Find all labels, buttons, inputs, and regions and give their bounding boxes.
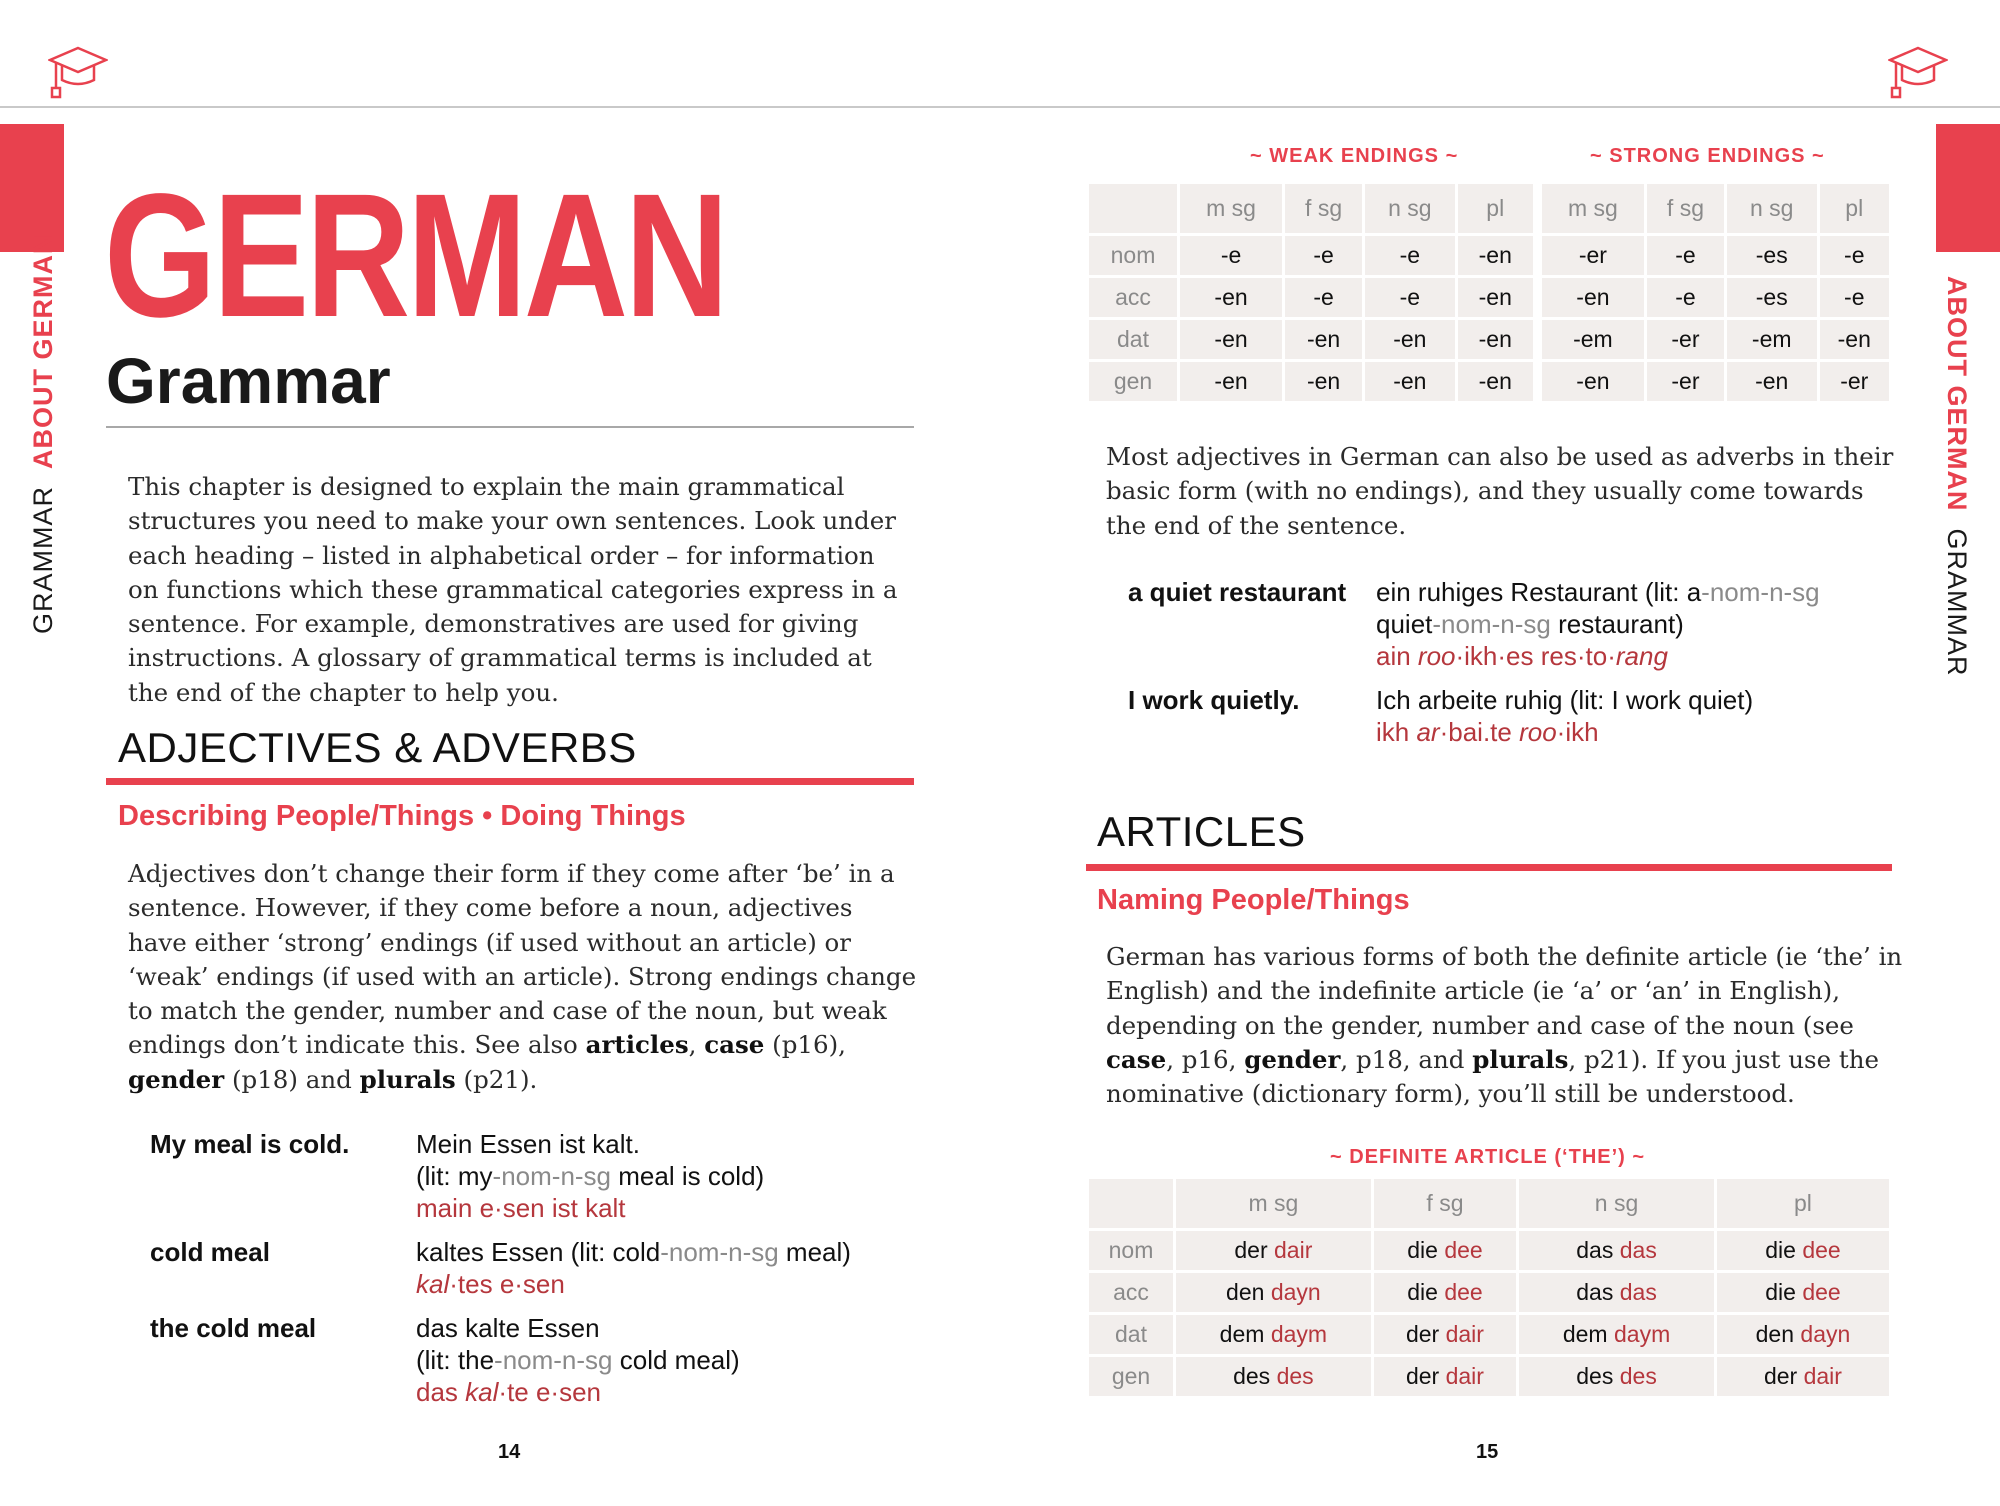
- table-cell: -em: [1542, 320, 1644, 359]
- ref-gender: gender: [1244, 1044, 1341, 1074]
- table-cell: -en: [1180, 362, 1282, 401]
- section-rule: [1086, 864, 1892, 871]
- example-row: [150, 1128, 910, 1224]
- table-cell: -en: [1727, 362, 1817, 401]
- pronunciation: dee: [1444, 1279, 1483, 1305]
- table-cell: -en: [1542, 362, 1644, 401]
- table-cell: -e: [1365, 278, 1455, 317]
- column-header: n sg: [1365, 184, 1455, 233]
- pronunciation: ikh ar·bai.te roo·ikh: [1376, 717, 1599, 747]
- side-section: ABOUT GERMAN: [28, 233, 58, 469]
- table-cell: [1717, 1315, 1889, 1354]
- header-rule: [0, 106, 2000, 108]
- table-cell: -em: [1727, 320, 1817, 359]
- ref-plurals: plurals: [1472, 1044, 1569, 1074]
- table-row: [1089, 1273, 1889, 1312]
- strong-endings-caption: ~ STRONG ENDINGS ~: [1590, 145, 1825, 167]
- example-german: Mein Essen ist kalt. (lit: my-nom-n-sg meal is cold) main e·sen ist kalt: [416, 1129, 765, 1223]
- table-cell: -e: [1180, 236, 1282, 275]
- pronunciation: dair: [1803, 1363, 1842, 1389]
- example-list: [150, 1128, 910, 1408]
- table-cell: -e: [1647, 278, 1724, 317]
- column-header: m sg: [1542, 184, 1644, 233]
- table-cell: -en: [1458, 278, 1539, 317]
- table-header-row: [1089, 184, 1889, 233]
- table-cell: -en: [1180, 278, 1282, 317]
- row-header: gen: [1089, 1357, 1173, 1396]
- table-cell: [1374, 1273, 1516, 1312]
- table-cell: -en: [1542, 278, 1644, 317]
- table-cell: -en: [1365, 320, 1455, 359]
- table-cell: [1176, 1273, 1371, 1312]
- pronunciation: das kal·te e·sen: [416, 1377, 602, 1407]
- table-cell: -e: [1820, 278, 1889, 317]
- example-english: the cold meal: [150, 1313, 317, 1343]
- side-category: GRAMMAR: [28, 486, 58, 634]
- page-title: GERMAN: [104, 158, 726, 354]
- table-cell: -er: [1542, 236, 1644, 275]
- example-german: das kalte Essen (lit: the-nom-n-sg cold meal) das kal·te e·sen: [416, 1313, 740, 1407]
- table-cell: [1176, 1231, 1371, 1270]
- row-header: nom: [1089, 236, 1177, 275]
- page-subtitle: Grammar: [106, 345, 391, 417]
- column-header: m sg: [1176, 1179, 1371, 1228]
- pronunciation: dee: [1802, 1237, 1841, 1263]
- graduation-cap-icon: [48, 40, 108, 100]
- pronunciation: dair: [1274, 1237, 1313, 1263]
- table-cell: -er: [1647, 362, 1724, 401]
- column-header: f sg: [1647, 184, 1724, 233]
- pronunciation: main e·sen ist kalt: [416, 1193, 626, 1223]
- ref-case: case: [1106, 1044, 1167, 1074]
- endings-table: [1086, 181, 1892, 404]
- article-word: der: [1763, 1363, 1798, 1389]
- example-english: I work quietly.: [1128, 685, 1300, 715]
- ref-gender: gender: [128, 1064, 225, 1094]
- table-cell: -en: [1458, 320, 1539, 359]
- column-header: pl: [1458, 184, 1539, 233]
- table-cell: -en: [1285, 320, 1362, 359]
- article-word: die: [1765, 1237, 1796, 1263]
- pronunciation: das: [1619, 1237, 1657, 1263]
- table-corner: [1089, 1179, 1173, 1228]
- section-rule: [106, 778, 914, 785]
- article-word: die: [1765, 1279, 1796, 1305]
- example-english: My meal is cold.: [150, 1129, 350, 1159]
- pronunciation: ain roo·ikh·es res·to·rang: [1376, 641, 1668, 671]
- table-cell: -es: [1727, 278, 1817, 317]
- table-cell: -e: [1285, 236, 1362, 275]
- row-header: nom: [1089, 1231, 1173, 1270]
- article-word: den: [1226, 1279, 1265, 1305]
- table-cell: -en: [1458, 362, 1539, 401]
- pronunciation: kal·tes e·sen: [416, 1269, 565, 1299]
- article-word: die: [1407, 1237, 1438, 1263]
- table-row: [1089, 320, 1889, 359]
- column-header: pl: [1717, 1179, 1889, 1228]
- section-heading: ARTICLES: [1097, 808, 1306, 855]
- table-cell: -e: [1820, 236, 1889, 275]
- pronunciation: des: [1619, 1363, 1657, 1389]
- table-cell: [1717, 1357, 1889, 1396]
- table-row: [1089, 362, 1889, 401]
- table-cell: [1519, 1273, 1714, 1312]
- ref-case: case: [704, 1030, 765, 1060]
- article-word: des: [1576, 1363, 1614, 1389]
- example-row: [150, 1236, 910, 1300]
- table-header-row: [1089, 1179, 1889, 1228]
- graduation-cap-icon: [1888, 40, 1948, 100]
- table-cell: -en: [1285, 362, 1362, 401]
- table-cell: -e: [1365, 236, 1455, 275]
- pronunciation: dayn: [1800, 1321, 1851, 1347]
- table-cell: -e: [1285, 278, 1362, 317]
- example-german: Ich arbeite ruhig (lit: I work quiet) ikh ar·bai.te roo·ikh: [1376, 685, 1754, 747]
- side-section: ABOUT GERMAN: [1942, 276, 1972, 512]
- page-number: 14: [498, 1441, 521, 1463]
- table-cell: -en: [1820, 320, 1889, 359]
- articles-paragraph: German has various forms of both the definite article (ie ‘the’ in English) and the indefinite article (ie ‘a’ or ‘an’ in English), depending on the gender, number and case of the noun (see case, p16, gender, p18, and plurals, p21). If you just use the nominative (dictionary form), you’ll still be understood.: [1106, 942, 1903, 1109]
- pronunciation: des: [1276, 1363, 1314, 1389]
- table-cell: -en: [1365, 362, 1455, 401]
- table-cell: [1374, 1357, 1516, 1396]
- article-word: des: [1233, 1363, 1271, 1389]
- left-side-label: [28, 233, 59, 634]
- page-number: 15: [1476, 1441, 1499, 1463]
- column-header: m sg: [1180, 184, 1282, 233]
- adverb-paragraph: Most adjectives in German can also be used as adverbs in their basic form (with no endings), and they usually come towards the end of the sentence.: [1106, 442, 1894, 540]
- pronunciation: dayn: [1270, 1279, 1321, 1305]
- article-word: dem: [1219, 1321, 1265, 1347]
- row-header: acc: [1089, 1273, 1173, 1312]
- table-cell: -es: [1727, 236, 1817, 275]
- pronunciation: daym: [1613, 1321, 1671, 1347]
- table-cell: [1717, 1273, 1889, 1312]
- example-row: [150, 1312, 910, 1408]
- table-cell: -en: [1180, 320, 1282, 359]
- row-header: acc: [1089, 278, 1177, 317]
- example-german: kaltes Essen (lit: cold-nom-n-sg meal) kal·tes e·sen: [416, 1237, 851, 1299]
- table-cell: -er: [1647, 320, 1724, 359]
- section-subheading: Naming People/Things: [1097, 884, 1410, 916]
- article-word: der: [1405, 1321, 1440, 1347]
- table-row: [1089, 1231, 1889, 1270]
- table-cell: [1374, 1315, 1516, 1354]
- table-cell: [1519, 1315, 1714, 1354]
- table-row: [1089, 1315, 1889, 1354]
- table-row: [1089, 236, 1889, 275]
- article-word: dem: [1562, 1321, 1608, 1347]
- table-cell: -en: [1458, 236, 1539, 275]
- table-cell: [1519, 1357, 1714, 1396]
- intro-paragraph: This chapter is designed to explain the main grammatical structures you need to make your own sentences. Look under each heading – listed in alphabetical order – for information on functions which these grammatical categories express in a sentence. For example, demonstratives are used for giving instructions. A glossary of grammatical terms is included at the end of the chapter to help you.: [128, 472, 898, 707]
- article-word: der: [1234, 1237, 1268, 1263]
- example-german: ein ruhiges Restaurant (lit: a-nom-n-sg quiet-nom-n-sg restaurant) ain roo·ikh·es res·to·rang: [1376, 577, 1820, 671]
- article-word: den: [1755, 1321, 1795, 1347]
- right-side-label: [1941, 276, 1972, 677]
- table-cell: [1374, 1231, 1516, 1270]
- right-tab-marker: [1936, 124, 2000, 252]
- table-cell: [1176, 1357, 1371, 1396]
- side-category: GRAMMAR: [1942, 528, 1972, 677]
- column-header: f sg: [1374, 1179, 1516, 1228]
- pronunciation: dee: [1802, 1279, 1841, 1305]
- example-row: [1128, 684, 1928, 748]
- table-cell: [1717, 1231, 1889, 1270]
- row-header: dat: [1089, 320, 1177, 359]
- article-word: das: [1576, 1237, 1614, 1263]
- article-word: die: [1407, 1279, 1438, 1305]
- pronunciation: dair: [1445, 1363, 1484, 1389]
- table-cell: -er: [1820, 362, 1889, 401]
- definite-article-caption: ~ DEFINITE ARTICLE (‘THE’) ~: [1330, 1146, 1646, 1168]
- ref-plurals: plurals: [359, 1064, 456, 1094]
- adjectives-paragraph: Adjectives don’t change their form if they come after ‘be’ in a sentence. However, if they come before a noun, adjectives have either ‘strong’ endings (if used without an article) or ‘weak’ endings (if used with an article). Strong endings change to match the gender, number and case of the noun, but weak endings don’t indicate this. See also articles, case (p16), gender (p18) and plurals (p21).: [128, 859, 917, 1094]
- adverb-example-list: [1128, 576, 1928, 748]
- example-english: cold meal: [150, 1237, 270, 1267]
- title-divider: [106, 426, 914, 428]
- table-row: [1089, 278, 1889, 317]
- pronunciation: das: [1619, 1279, 1657, 1305]
- row-header: gen: [1089, 362, 1177, 401]
- section-subheading: Describing People/Things • Doing Things: [118, 800, 686, 832]
- row-header: dat: [1089, 1315, 1173, 1354]
- column-header: pl: [1820, 184, 1889, 233]
- example-english: a quiet restaurant: [1128, 577, 1347, 607]
- column-header: f sg: [1285, 184, 1362, 233]
- column-header: n sg: [1727, 184, 1817, 233]
- pronunciation: daym: [1270, 1321, 1328, 1347]
- pronunciation: dee: [1444, 1237, 1483, 1263]
- pronunciation: dair: [1445, 1321, 1484, 1347]
- table-cell: [1176, 1315, 1371, 1354]
- section-heading: ADJECTIVES & ADVERBS: [118, 724, 637, 771]
- table-cell: [1519, 1231, 1714, 1270]
- weak-endings-caption: ~ WEAK ENDINGS ~: [1250, 145, 1459, 167]
- example-row: [1128, 576, 1928, 672]
- column-header: n sg: [1519, 1179, 1714, 1228]
- ref-articles: articles: [585, 1030, 689, 1060]
- article-word: das: [1576, 1279, 1614, 1305]
- table-cell: -e: [1647, 236, 1724, 275]
- definite-article-table: [1086, 1176, 1892, 1399]
- article-word: der: [1405, 1363, 1440, 1389]
- table-corner: [1089, 184, 1177, 233]
- table-row: [1089, 1357, 1889, 1396]
